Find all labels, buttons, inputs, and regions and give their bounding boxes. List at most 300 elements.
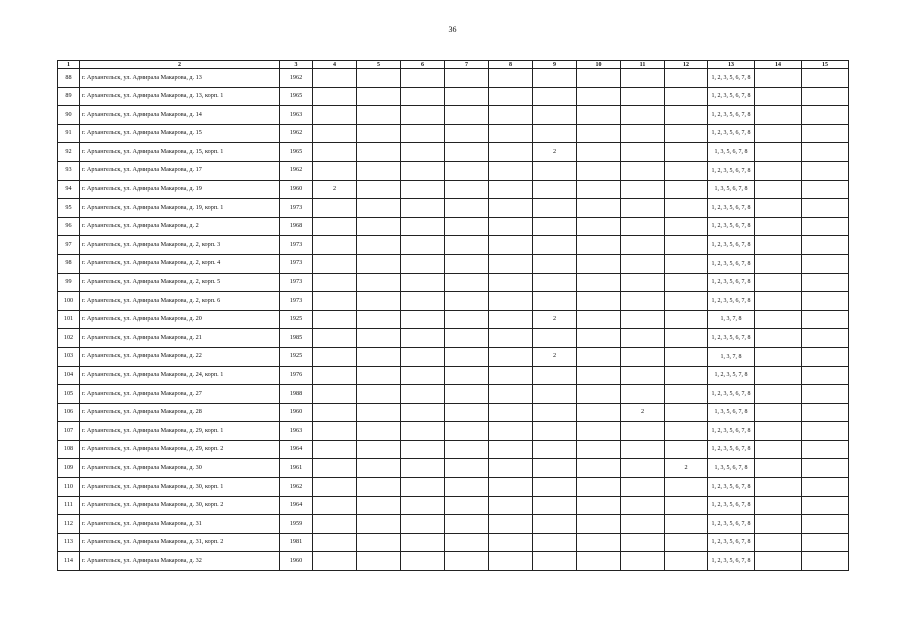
table-row [58, 366, 849, 385]
table-row [58, 478, 849, 497]
value-cell [401, 273, 445, 292]
year-cell: 1965 [280, 143, 313, 162]
value-cell [489, 236, 533, 255]
value-cell [313, 217, 357, 236]
value-cell [489, 552, 533, 571]
measures-cell: 1, 2, 3, 5, 6, 7, 8 [708, 161, 755, 180]
value-cell [802, 217, 849, 236]
measures-cell: 1, 2, 3, 5, 6, 7, 8 [708, 385, 755, 404]
address-cell: г. Архангельск, ул. Адмирала Макарова, д. 29, корп. 2 [80, 440, 280, 459]
measures-cell: 1, 2, 3, 5, 7, 8 [708, 366, 755, 385]
table-body [58, 69, 849, 571]
value-cell [357, 217, 401, 236]
value-cell [445, 459, 489, 478]
value-cell [533, 403, 577, 422]
measures-cell: 1, 2, 3, 5, 6, 7, 8 [708, 329, 755, 348]
value-cell [621, 329, 665, 348]
address-cell: г. Архангельск, ул. Адмирала Макарова, д. 30 [80, 459, 280, 478]
row-number-cell: 100 [58, 292, 80, 311]
value-cell [577, 199, 621, 218]
column-header: 8 [489, 61, 533, 69]
column-header: 9 [533, 61, 577, 69]
value-cell [665, 236, 708, 255]
value-cell [533, 478, 577, 497]
value-cell [401, 496, 445, 515]
year-cell: 1925 [280, 310, 313, 329]
value-cell [665, 440, 708, 459]
value-cell [445, 199, 489, 218]
table-row [58, 161, 849, 180]
row-number-cell: 113 [58, 533, 80, 552]
address-cell: г. Архангельск, ул. Адмирала Макарова, д. 27 [80, 385, 280, 404]
value-cell [577, 87, 621, 106]
value-cell [445, 515, 489, 534]
value-cell [357, 329, 401, 348]
value-cell [357, 385, 401, 404]
value-cell [577, 310, 621, 329]
value-cell [533, 515, 577, 534]
value-cell [445, 236, 489, 255]
value-cell [621, 310, 665, 329]
value-cell [313, 87, 357, 106]
value-cell [533, 552, 577, 571]
value-cell [755, 533, 802, 552]
value-cell [489, 366, 533, 385]
value-cell [401, 180, 445, 199]
table-row [58, 496, 849, 515]
value-cell [755, 552, 802, 571]
column-header: 14 [755, 61, 802, 69]
measures-cell: 1, 2, 3, 5, 6, 7, 8 [708, 106, 755, 125]
value-cell [802, 199, 849, 218]
value-cell [489, 329, 533, 348]
value-cell [755, 124, 802, 143]
value-cell [401, 403, 445, 422]
row-number-cell: 101 [58, 310, 80, 329]
value-cell [357, 273, 401, 292]
value-cell [755, 329, 802, 348]
value-cell [621, 217, 665, 236]
value-cell [445, 385, 489, 404]
table-row [58, 422, 849, 441]
value-cell [802, 106, 849, 125]
value-cell [313, 143, 357, 162]
value-cell [802, 496, 849, 515]
value-cell [802, 459, 849, 478]
value-cell [577, 236, 621, 255]
value-cell [621, 106, 665, 125]
value-cell [802, 366, 849, 385]
table-row [58, 533, 849, 552]
table-row [58, 124, 849, 143]
value-cell [577, 273, 621, 292]
value-cell [489, 310, 533, 329]
row-number-cell: 109 [58, 459, 80, 478]
table-row [58, 254, 849, 273]
value-cell: 2 [621, 403, 665, 422]
table-row [58, 552, 849, 571]
row-number-cell: 108 [58, 440, 80, 459]
value-cell: 2 [313, 180, 357, 199]
value-cell [313, 273, 357, 292]
value-cell [445, 87, 489, 106]
measures-cell: 1, 2, 3, 5, 6, 7, 8 [708, 440, 755, 459]
value-cell [313, 329, 357, 348]
value-cell [665, 87, 708, 106]
address-cell: г. Архангельск, ул. Адмирала Макарова, д. 13, корп. 1 [80, 87, 280, 106]
value-cell [577, 459, 621, 478]
table-row [58, 273, 849, 292]
year-cell: 1962 [280, 124, 313, 143]
value-cell [489, 422, 533, 441]
value-cell [802, 143, 849, 162]
value-cell [755, 385, 802, 404]
column-header: 15 [802, 61, 849, 69]
value-cell [357, 124, 401, 143]
value-cell [357, 143, 401, 162]
value-cell [577, 440, 621, 459]
measures-cell: 1, 2, 3, 5, 6, 7, 8 [708, 87, 755, 106]
value-cell [445, 496, 489, 515]
value-cell [313, 236, 357, 255]
value-cell [802, 478, 849, 497]
value-cell [401, 552, 445, 571]
column-header: 1 [58, 61, 80, 69]
value-cell [577, 403, 621, 422]
value-cell [755, 515, 802, 534]
address-cell: г. Архангельск, ул. Адмирала Макарова, д. 31, корп. 2 [80, 533, 280, 552]
value-cell [401, 329, 445, 348]
value-cell [755, 403, 802, 422]
address-cell: г. Архангельск, ул. Адмирала Макарова, д. 15 [80, 124, 280, 143]
value-cell [313, 422, 357, 441]
year-cell: 1960 [280, 403, 313, 422]
value-cell [313, 254, 357, 273]
value-cell [533, 496, 577, 515]
value-cell [577, 254, 621, 273]
value-cell [489, 273, 533, 292]
address-cell: г. Архангельск, ул. Адмирала Макарова, д. 30, корп. 1 [80, 478, 280, 497]
year-cell: 1973 [280, 199, 313, 218]
value-cell [357, 422, 401, 441]
year-cell: 1961 [280, 459, 313, 478]
value-cell [357, 199, 401, 218]
address-cell: г. Архангельск, ул. Адмирала Макарова, д. 2, корп. 6 [80, 292, 280, 311]
value-cell [577, 422, 621, 441]
value-cell [401, 236, 445, 255]
measures-cell: 1, 2, 3, 5, 6, 7, 8 [708, 124, 755, 143]
value-cell [665, 385, 708, 404]
value-cell [489, 161, 533, 180]
value-cell [489, 124, 533, 143]
value-cell [665, 347, 708, 366]
value-cell [401, 478, 445, 497]
value-cell [489, 347, 533, 366]
column-header: 5 [357, 61, 401, 69]
table-row [58, 292, 849, 311]
value-cell [313, 124, 357, 143]
measures-cell: 1, 3, 7, 8 [708, 310, 755, 329]
value-cell [755, 459, 802, 478]
value-cell [755, 310, 802, 329]
value-cell [621, 533, 665, 552]
value-cell [357, 440, 401, 459]
value-cell: 2 [533, 143, 577, 162]
measures-cell: 1, 2, 3, 5, 6, 7, 8 [708, 69, 755, 88]
value-cell [665, 422, 708, 441]
value-cell [665, 403, 708, 422]
table-row [58, 385, 849, 404]
value-cell [755, 106, 802, 125]
value-cell [533, 385, 577, 404]
value-cell [577, 478, 621, 497]
address-cell: г. Архангельск, ул. Адмирала Макарова, д. 2, корп. 5 [80, 273, 280, 292]
table-row [58, 347, 849, 366]
value-cell [755, 87, 802, 106]
value-cell [802, 515, 849, 534]
table-row [58, 217, 849, 236]
value-cell [533, 329, 577, 348]
row-number-cell: 99 [58, 273, 80, 292]
value-cell [445, 440, 489, 459]
row-number-cell: 98 [58, 254, 80, 273]
value-cell [577, 161, 621, 180]
year-cell: 1959 [280, 515, 313, 534]
value-cell [357, 366, 401, 385]
value-cell [665, 366, 708, 385]
value-cell [401, 217, 445, 236]
year-cell: 1981 [280, 533, 313, 552]
value-cell [313, 199, 357, 218]
value-cell [445, 180, 489, 199]
value-cell [665, 496, 708, 515]
value-cell [755, 273, 802, 292]
value-cell [313, 310, 357, 329]
row-number-cell: 111 [58, 496, 80, 515]
value-cell [755, 440, 802, 459]
value-cell [313, 106, 357, 125]
value-cell [357, 254, 401, 273]
address-cell: г. Архангельск, ул. Адмирала Макарова, д. 31 [80, 515, 280, 534]
value-cell [401, 161, 445, 180]
value-cell [665, 533, 708, 552]
table-row [58, 143, 849, 162]
value-cell [577, 329, 621, 348]
year-cell: 1985 [280, 329, 313, 348]
value-cell [621, 273, 665, 292]
value-cell [533, 366, 577, 385]
value-cell [357, 552, 401, 571]
value-cell [357, 459, 401, 478]
year-cell: 1973 [280, 273, 313, 292]
value-cell [445, 478, 489, 497]
value-cell [489, 217, 533, 236]
value-cell [401, 254, 445, 273]
value-cell [445, 217, 489, 236]
value-cell [357, 69, 401, 88]
row-number-cell: 91 [58, 124, 80, 143]
value-cell [313, 496, 357, 515]
year-cell: 1962 [280, 161, 313, 180]
value-cell [621, 87, 665, 106]
value-cell [357, 533, 401, 552]
value-cell [533, 180, 577, 199]
value-cell [357, 106, 401, 125]
value-cell [489, 440, 533, 459]
address-cell: г. Архангельск, ул. Адмирала Макарова, д. 15, корп. 1 [80, 143, 280, 162]
table-row [58, 403, 849, 422]
value-cell [313, 366, 357, 385]
value-cell [533, 217, 577, 236]
value-cell [489, 87, 533, 106]
value-cell [401, 459, 445, 478]
value-cell [802, 254, 849, 273]
measures-cell: 1, 2, 3, 5, 6, 7, 8 [708, 533, 755, 552]
value-cell [533, 292, 577, 311]
year-cell: 1962 [280, 478, 313, 497]
value-cell [755, 366, 802, 385]
value-cell [621, 459, 665, 478]
value-cell [489, 533, 533, 552]
measures-cell: 1, 2, 3, 5, 6, 7, 8 [708, 273, 755, 292]
value-cell [665, 143, 708, 162]
value-cell [313, 552, 357, 571]
value-cell [445, 124, 489, 143]
value-cell [665, 552, 708, 571]
value-cell [621, 69, 665, 88]
value-cell [755, 496, 802, 515]
row-number-cell: 95 [58, 199, 80, 218]
value-cell [533, 69, 577, 88]
year-cell: 1964 [280, 496, 313, 515]
value-cell [577, 496, 621, 515]
value-cell [533, 254, 577, 273]
row-number-cell: 97 [58, 236, 80, 255]
value-cell [621, 552, 665, 571]
value-cell [665, 292, 708, 311]
value-cell [401, 292, 445, 311]
value-cell [357, 310, 401, 329]
value-cell [802, 310, 849, 329]
value-cell [577, 533, 621, 552]
value-cell [802, 533, 849, 552]
value-cell [533, 106, 577, 125]
row-number-cell: 92 [58, 143, 80, 162]
year-cell: 1965 [280, 87, 313, 106]
column-header: 2 [80, 61, 280, 69]
column-header: 11 [621, 61, 665, 69]
value-cell [489, 254, 533, 273]
value-cell [313, 478, 357, 497]
value-cell [665, 310, 708, 329]
measures-cell: 1, 3, 5, 6, 7, 8 [708, 459, 755, 478]
value-cell [577, 366, 621, 385]
value-cell [489, 459, 533, 478]
value-cell [665, 515, 708, 534]
measures-cell: 1, 2, 3, 5, 6, 7, 8 [708, 254, 755, 273]
value-cell [445, 161, 489, 180]
value-cell [313, 459, 357, 478]
value-cell [401, 87, 445, 106]
address-cell: г. Архангельск, ул. Адмирала Макарова, д. 24, корп. 1 [80, 366, 280, 385]
address-cell: г. Архангельск, ул. Адмирала Макарова, д. 22 [80, 347, 280, 366]
value-cell [445, 366, 489, 385]
value-cell [357, 496, 401, 515]
value-cell [665, 254, 708, 273]
year-cell: 1962 [280, 69, 313, 88]
address-cell: г. Архангельск, ул. Адмирала Макарова, д. 20 [80, 310, 280, 329]
year-cell: 1973 [280, 254, 313, 273]
row-number-cell: 102 [58, 329, 80, 348]
value-cell [489, 180, 533, 199]
year-cell: 1976 [280, 366, 313, 385]
value-cell [401, 199, 445, 218]
address-cell: г. Архангельск, ул. Адмирала Макарова, д. 13 [80, 69, 280, 88]
value-cell [577, 552, 621, 571]
value-cell [313, 385, 357, 404]
value-cell [577, 217, 621, 236]
value-cell [621, 347, 665, 366]
value-cell [802, 69, 849, 88]
value-cell [401, 69, 445, 88]
value-cell [489, 478, 533, 497]
value-cell [357, 180, 401, 199]
value-cell [577, 106, 621, 125]
measures-cell: 1, 2, 3, 5, 6, 7, 8 [708, 199, 755, 218]
measures-cell: 1, 2, 3, 5, 6, 7, 8 [708, 552, 755, 571]
column-header: 6 [401, 61, 445, 69]
table-row [58, 87, 849, 106]
value-cell [445, 143, 489, 162]
row-number-cell: 103 [58, 347, 80, 366]
value-cell [802, 292, 849, 311]
year-cell: 1960 [280, 180, 313, 199]
value-cell [533, 199, 577, 218]
table-row [58, 180, 849, 199]
value-cell [621, 385, 665, 404]
value-cell [401, 143, 445, 162]
value-cell [802, 273, 849, 292]
value-cell [802, 236, 849, 255]
year-cell: 1973 [280, 292, 313, 311]
table-row [58, 236, 849, 255]
value-cell [489, 199, 533, 218]
value-cell [313, 69, 357, 88]
value-cell [357, 403, 401, 422]
value-cell [621, 143, 665, 162]
value-cell [755, 217, 802, 236]
value-cell [755, 143, 802, 162]
row-number-cell: 88 [58, 69, 80, 88]
year-cell: 1988 [280, 385, 313, 404]
row-number-cell: 107 [58, 422, 80, 441]
value-cell [621, 496, 665, 515]
value-cell [357, 161, 401, 180]
row-number-cell: 96 [58, 217, 80, 236]
row-number-cell: 104 [58, 366, 80, 385]
address-cell: г. Архангельск, ул. Адмирала Макарова, д. 29, корп. 1 [80, 422, 280, 441]
value-cell [621, 236, 665, 255]
value-cell [401, 422, 445, 441]
value-cell [755, 199, 802, 218]
row-number-cell: 110 [58, 478, 80, 497]
value-cell [802, 347, 849, 366]
value-cell [533, 273, 577, 292]
measures-cell: 1, 3, 7, 8 [708, 347, 755, 366]
address-cell: г. Архангельск, ул. Адмирала Макарова, д. 19 [80, 180, 280, 199]
value-cell [621, 161, 665, 180]
value-cell [755, 478, 802, 497]
